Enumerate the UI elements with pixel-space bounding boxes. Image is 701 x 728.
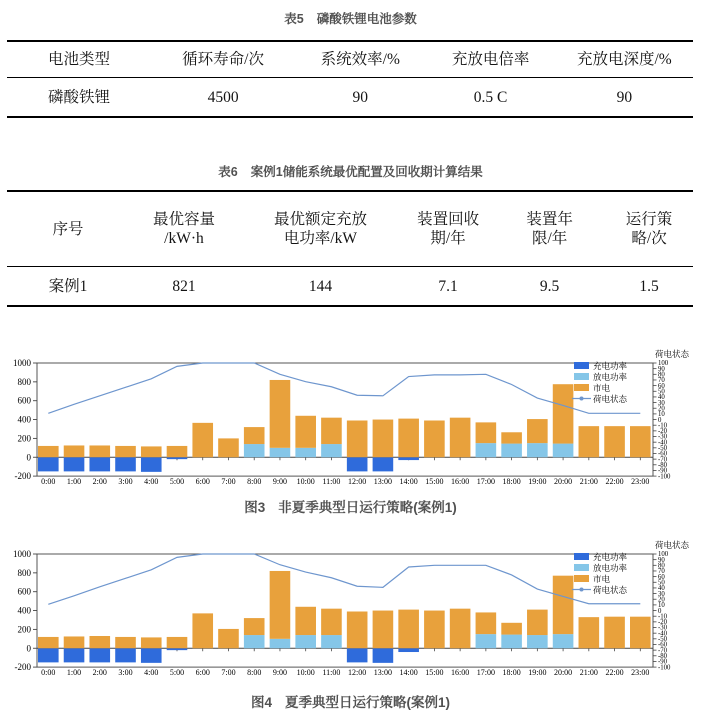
svg-text:-200: -200 [14,662,31,673]
svg-text:-30: -30 [658,433,668,441]
svg-text:60: 60 [658,573,665,581]
svg-text:12:00: 12:00 [348,477,367,486]
svg-text:7:00: 7:00 [221,477,236,486]
table5-battery-parameters [7,40,693,118]
table-cell: 4500 [207,88,239,106]
table-cell: 90 [352,88,368,106]
svg-text:1:00: 1:00 [66,668,82,677]
svg-text:17:00: 17:00 [476,477,495,486]
svg-text:2:00: 2:00 [92,477,107,486]
svg-text:10: 10 [658,602,665,610]
svg-text:40: 40 [658,394,665,402]
svg-text:0: 0 [26,452,31,463]
svg-text:16:00: 16:00 [451,668,470,677]
svg-text:10:00: 10:00 [296,668,315,677]
svg-text:-90: -90 [658,658,668,666]
svg-text:-80: -80 [658,461,668,469]
svg-text:6:00: 6:00 [195,668,210,677]
svg-text:19:00: 19:00 [528,668,547,677]
svg-text:9:00: 9:00 [272,477,288,486]
svg-text:10:00: 10:00 [296,477,315,486]
table-cell: 9.5 [539,277,560,295]
svg-text:5:00: 5:00 [169,477,185,486]
svg-text:2:00: 2:00 [92,668,107,677]
svg-text:40: 40 [658,585,665,593]
svg-text:放电功率: 放电功率 [593,372,628,382]
svg-text:-80: -80 [658,652,668,660]
svg-text:30: 30 [658,590,665,598]
soc-line [48,554,640,604]
svg-text:市电: 市电 [593,383,611,393]
svg-text:200: 200 [17,624,31,635]
svg-text:18:00: 18:00 [502,477,521,486]
table-cell: 案例1 [48,277,88,295]
svg-text:80: 80 [658,562,665,570]
svg-text:13:00: 13:00 [373,477,393,486]
svg-text:70: 70 [658,568,665,576]
table-header-cell: 运行策 略/次 [625,211,673,247]
svg-text:21:00: 21:00 [579,477,598,486]
svg-text:15:00: 15:00 [425,477,444,486]
svg-text:-100: -100 [658,473,671,481]
svg-text:9:00: 9:00 [272,668,288,677]
svg-text:80: 80 [658,371,665,379]
svg-text:16:00: 16:00 [451,477,470,486]
svg-text:10: 10 [658,411,665,419]
svg-text:20:00: 20:00 [553,668,573,677]
svg-text:18:00: 18:00 [502,668,521,677]
svg-text:20: 20 [658,596,665,604]
svg-text:-60: -60 [658,641,668,649]
svg-text:-200: -200 [14,471,31,482]
fig3-chart [0,347,701,495]
svg-text:70: 70 [658,377,665,385]
svg-text:充电功率: 充电功率 [593,552,628,562]
svg-text:-70: -70 [658,647,668,655]
table-header-row [7,42,693,78]
table-cell: 821 [172,277,196,295]
svg-text:4:00: 4:00 [144,668,159,677]
svg-text:30: 30 [658,399,665,407]
bars [38,380,651,472]
svg-text:50: 50 [658,579,665,587]
svg-text:6:00: 6:00 [195,477,210,486]
svg-text:1:00: 1:00 [66,477,82,486]
svg-text:-10: -10 [658,422,668,430]
svg-text:11:00: 11:00 [322,668,341,677]
svg-text:4:00: 4:00 [144,477,159,486]
svg-text:荷电状态: 荷电状态 [654,349,690,359]
svg-text:600: 600 [17,586,31,597]
svg-text:荷电状态: 荷电状态 [593,585,628,595]
svg-text:荷电状态: 荷电状态 [593,394,628,404]
table5-caption-title: 磷酸铁锂电池参数 [316,12,417,26]
svg-text:0:00: 0:00 [41,668,56,677]
table6-caption [0,164,701,181]
svg-text:0: 0 [26,643,31,654]
svg-text:11:00: 11:00 [322,477,341,486]
svg-text:60: 60 [658,382,665,390]
table5-caption-label: 表5 [284,12,304,26]
table6-optimal-configuration [7,190,693,307]
svg-text:0: 0 [658,416,662,424]
svg-text:22:00: 22:00 [605,668,624,677]
svg-text:-60: -60 [658,450,668,458]
table-header-cell: 循环寿命/次 [182,51,264,68]
svg-text:400: 400 [17,414,31,425]
fig3-caption [0,499,701,517]
bars [38,571,651,663]
svg-text:荷电状态: 荷电状态 [654,540,690,550]
table-header-cell: 装置回收 期/年 [417,211,480,247]
table-header-cell: 装置年 限/年 [526,211,573,247]
svg-text:20:00: 20:00 [553,477,573,486]
svg-text:22:00: 22:00 [605,477,624,486]
svg-text:0:00: 0:00 [41,477,56,486]
svg-text:-40: -40 [658,630,668,638]
fig4-caption-title: 夏季典型日运行策略(案例1) [285,695,450,710]
svg-text:90: 90 [658,556,665,564]
svg-text:-70: -70 [658,456,668,464]
svg-text:-50: -50 [658,445,668,453]
svg-text:14:00: 14:00 [399,668,418,677]
svg-text:1000: 1000 [13,549,31,559]
svg-text:3:00: 3:00 [118,477,133,486]
table-header-row [7,192,693,267]
svg-text:90: 90 [658,365,665,373]
table-cell: 磷酸铁锂 [48,88,111,106]
fig3-caption-title: 非夏季典型日运行策略(案例1) [278,500,457,515]
table-header-cell: 电池类型 [48,51,111,68]
svg-text:100: 100 [658,551,669,559]
svg-text:17:00: 17:00 [476,668,495,677]
svg-text:市电: 市电 [593,574,611,584]
table-header-cell: 充放电倍率 [451,51,530,68]
table-row [7,78,693,116]
svg-text:0: 0 [658,607,662,615]
svg-text:400: 400 [17,605,31,616]
table-header-cell: 最优额定充放 电功率/kW [273,211,367,247]
svg-text:7:00: 7:00 [221,668,236,677]
table-cell: 0.5 C [473,88,508,106]
svg-text:200: 200 [17,433,31,444]
svg-text:23:00: 23:00 [631,668,650,677]
table6-caption-label: 表6 [218,165,238,179]
table-cell: 1.5 [639,277,659,295]
svg-text:13:00: 13:00 [373,668,393,677]
fig4-caption-label: 图4 [250,695,272,710]
svg-text:21:00: 21:00 [579,668,598,677]
svg-text:-100: -100 [658,664,671,672]
table-row [7,267,693,305]
svg-text:8:00: 8:00 [247,477,262,486]
svg-text:23:00: 23:00 [631,477,650,486]
svg-text:800: 800 [17,376,31,387]
svg-text:15:00: 15:00 [425,668,444,677]
svg-text:19:00: 19:00 [528,477,547,486]
svg-text:100: 100 [658,360,669,368]
svg-text:3:00: 3:00 [118,668,133,677]
fig4-caption [0,694,701,712]
svg-text:14:00: 14:00 [399,477,418,486]
table-cell: 7.1 [438,277,458,295]
table5-caption [0,11,701,28]
svg-text:12:00: 12:00 [348,668,367,677]
table-cell: 90 [616,88,633,106]
svg-text:-10: -10 [658,613,668,621]
svg-text:20: 20 [658,405,665,413]
table6-caption-title: 案例1储能系统最优配置及回收期计算结果 [250,165,483,179]
fig4-chart [0,538,701,686]
svg-text:充电功率: 充电功率 [593,361,628,371]
table-header-cell: 最优容量 /kW·h [152,211,215,247]
svg-text:50: 50 [658,388,665,396]
svg-text:-50: -50 [658,636,668,644]
fig3-caption-label: 图3 [244,500,266,515]
svg-text:8:00: 8:00 [247,668,262,677]
chart-legend [572,361,628,404]
svg-text:-90: -90 [658,467,668,475]
svg-text:放电功率: 放电功率 [593,563,628,573]
svg-text:1000: 1000 [13,358,31,368]
svg-text:-20: -20 [658,428,668,436]
table-header-cell: 系统效率/% [320,51,400,68]
soc-line [48,363,640,413]
table-cell: 144 [308,277,333,295]
table-header-cell: 序号 [52,220,84,238]
svg-text:-20: -20 [658,619,668,627]
chart-legend [572,552,628,595]
svg-text:-40: -40 [658,439,668,447]
svg-text:5:00: 5:00 [169,668,185,677]
svg-text:-30: -30 [658,624,668,632]
table-header-cell: 充放电深度/% [576,51,672,68]
svg-text:800: 800 [17,567,31,578]
svg-text:600: 600 [17,395,31,406]
